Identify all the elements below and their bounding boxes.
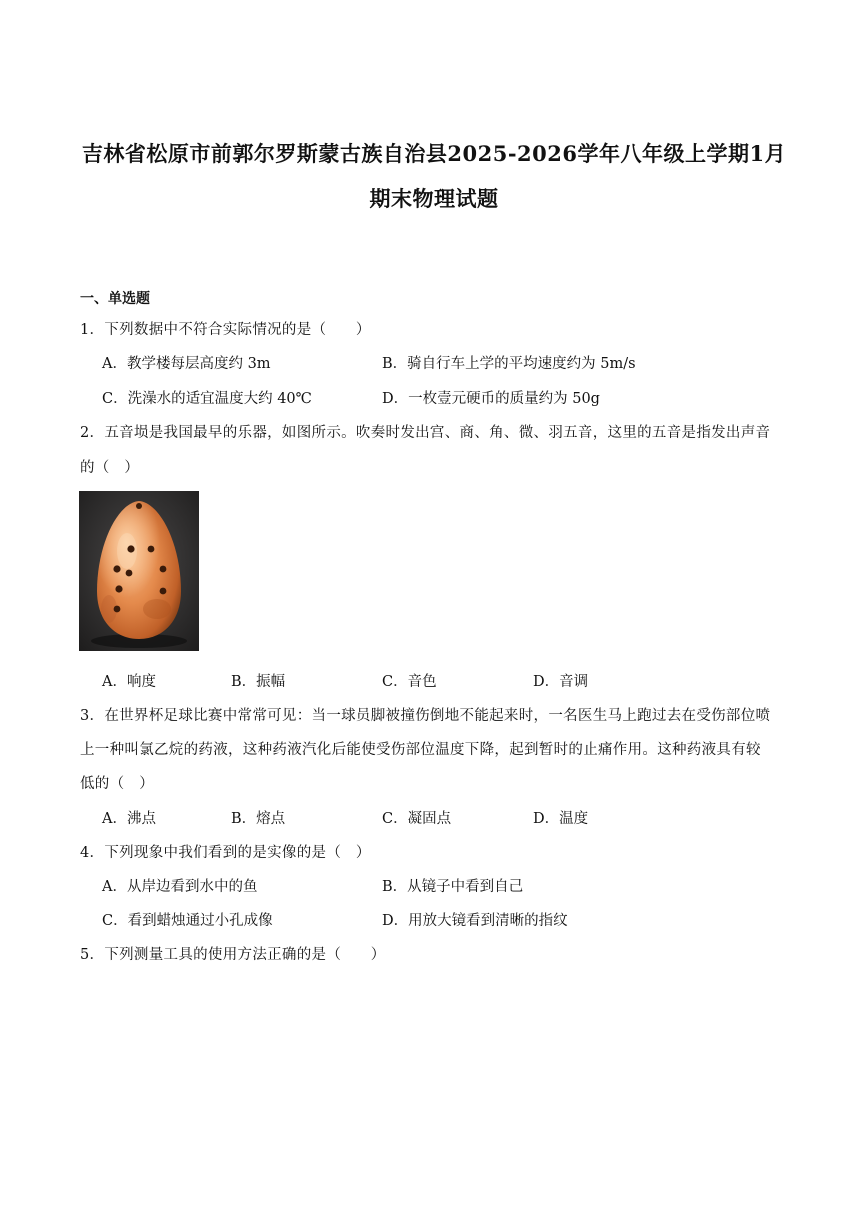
question-2-stem-line1: 2．五音埙是我国最早的乐器，如图所示。吹奏时发出宫、商、角、微、羽五音，这里的五音是指发出声音 xyxy=(80,425,771,441)
question-2-stem-line2: 的（ ） xyxy=(80,460,140,476)
question-2-option-d: D．音调 xyxy=(533,674,589,690)
question-3-option-b: B．熔点 xyxy=(231,811,286,827)
question-2-option-c: C．音色 xyxy=(382,674,437,690)
question-2-option-b: B．振幅 xyxy=(231,674,286,690)
question-3-option-a: A．沸点 xyxy=(102,811,156,827)
question-4-option-a: A．从岸边看到水中的鱼 xyxy=(102,879,258,895)
section-heading: 一、单选题 xyxy=(80,291,150,307)
page-title-line2: 期末物理试题 xyxy=(369,186,499,211)
question-4-stem: 4．下列现象中我们看到的是实像的是（ ） xyxy=(80,845,371,861)
question-1-stem: 1．下列数据中不符合实际情况的是（ ） xyxy=(80,322,371,338)
question-3-stem-line3: 低的（ ） xyxy=(80,776,154,792)
question-2-option-a: A．响度 xyxy=(102,674,156,690)
question-3-stem-line1: 3．在世界杯足球比赛中常常可见：当一球员脚被撞伤倒地不能起来时，一名医生马上跑过去在受伤部位喷 xyxy=(80,708,771,724)
question-3-stem-line2: 上一种叫氯乙烷的药液，这种药液汽化后能使受伤部位温度下降，起到暂时的止痛作用。这种药液具有较 xyxy=(80,742,761,758)
question-1-option-b: B．骑自行车上学的平均速度约为 5m/s xyxy=(382,356,636,372)
question-3-option-d: D．温度 xyxy=(533,811,589,827)
question-4-option-c: C．看到蜡烛通过小孔成像 xyxy=(102,913,273,929)
question-3-option-c: C．凝固点 xyxy=(382,811,452,827)
question-4-option-d: D．用放大镜看到清晰的指纹 xyxy=(382,913,568,929)
question-1-option-a: A．教学楼每层高度约 3m xyxy=(102,356,271,372)
question-1-option-c: C．洗澡水的适宜温度大约 40℃ xyxy=(102,391,312,407)
question-4-option-b: B．从镜子中看到自己 xyxy=(382,879,524,895)
xun-instrument-photo xyxy=(79,491,199,651)
question-1-option-d: D．一枚壹元硬币的质量约为 50g xyxy=(382,391,600,407)
page-title-line1: 吉林省松原市前郭尔罗斯蒙古族自治县2025-2026学年八年级上学期1月 xyxy=(81,141,787,166)
question-5-stem: 5．下列测量工具的使用方法正确的是（ ） xyxy=(80,947,386,963)
